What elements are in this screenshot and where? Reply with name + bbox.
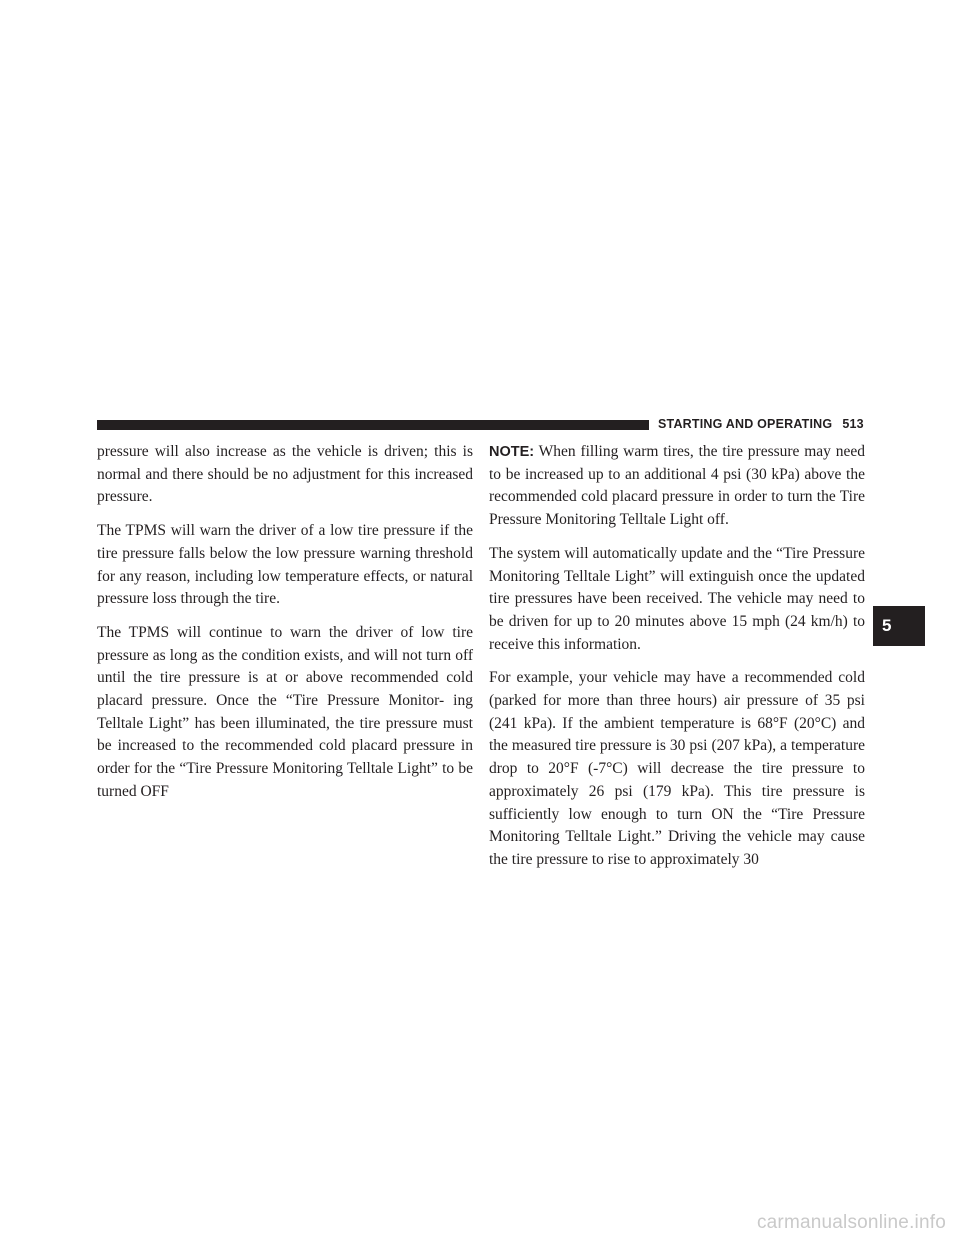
running-header (658, 417, 868, 431)
body-paragraph: The system will automatically update and the “Tire Pressure Monitoring Telltale Light” will extinguish once the updated tire pressures have been received. The vehicle may need to be driven for up to 20 minutes above 15 mph (24 km/h) to receive this information. (489, 544, 865, 653)
page-number: 513 (842, 417, 864, 431)
chapter-tab (873, 606, 925, 646)
section-title: STARTING AND OPERATING (658, 417, 833, 431)
watermark: carmanualsonline.info (756, 1212, 946, 1233)
note-text: When filling warm tires, the tire pressure may need to be increased up to an additional 4 psi (30 kPa) above the recommended cold placard pressure in order to turn the Tire Pressure Monitoring Telltale Light off. (489, 443, 865, 529)
chapter-number: 5 (882, 616, 892, 635)
note-paragraph (489, 441, 865, 532)
body-paragraph: The TPMS will continue to warn the driver of low tire pressure as long as the condition exists, and will not turn off until the tire pressure is at or above recommended cold placard pressure. Once the “Tire Pressure Monitor- ing Telltale Light” has been illuminated, the tire pressure must be increased to the recommended cold placard pressure in order for the “Tire Pressure Monitoring Telltale Light” to be turned OFF (97, 623, 473, 800)
body-paragraph: The TPMS will warn the driver of a low tire pressure if the tire pressure falls below the low pressure warning threshold for any reason, including low temperature effects, or natural pressure loss through the tire. (97, 522, 473, 608)
right-column (489, 441, 865, 883)
left-column (97, 441, 473, 815)
header-rule-bar (97, 420, 649, 430)
note-label: NOTE: (489, 444, 535, 460)
body-paragraph: pressure will also increase as the vehicle is driven; this is normal and there should be no adjustment for this increased pressure. (97, 443, 473, 506)
body-paragraph: For example, your vehicle may have a recommended cold (parked for more than three hours) air pressure of 35 psi (241 kPa). If the ambient temperature is 68°F (20°C) and the measured tire pressure is 30 psi (207 kPa), a temperature drop to 20°F (-7°C) will decrease the tire pressure to approximately 26 psi (179 kPa). This tire pressure is sufficiently low enough to turn ON the “Tire Pressure Monitoring Telltale Light.” Driving the vehicle may cause the tire pressure to rise to approximately 30 (489, 669, 865, 868)
